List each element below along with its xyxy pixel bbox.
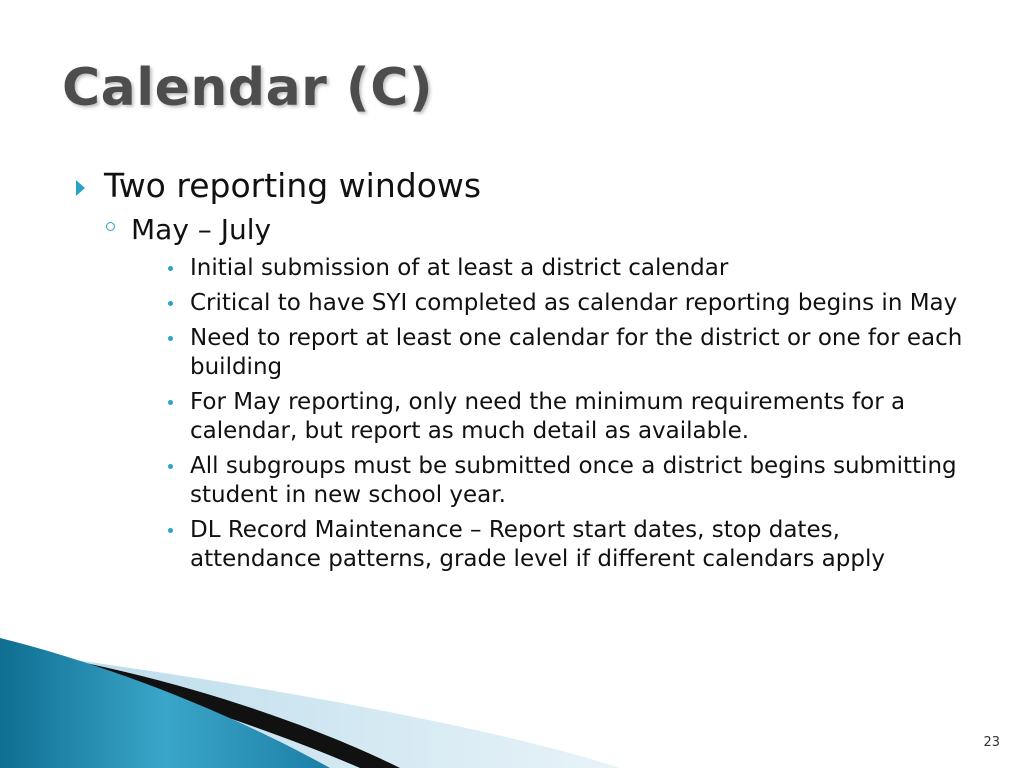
dot-icon — [168, 266, 173, 271]
bullet-level1: Two reporting windows — [104, 166, 482, 205]
dot-icon — [168, 400, 173, 405]
list-item — [165, 516, 965, 574]
list-item — [165, 388, 965, 446]
slide-title: Calendar (C) — [62, 58, 434, 118]
dot-icon — [168, 528, 173, 533]
decorative-wave-graphic — [0, 638, 1024, 768]
bullet-level2: May – July — [131, 213, 272, 246]
bullet-text: Critical to have SYI completed as calendar reporting begins in May — [190, 290, 958, 316]
bullet-text: Initial submission of at least a district calendar — [190, 255, 729, 281]
dot-icon — [168, 464, 173, 469]
sub-bullet-list — [165, 254, 965, 580]
list-item — [165, 452, 965, 510]
bullet-text: For May reporting, only need the minimum requirements for a calendar, but report as much detail as available. — [190, 389, 906, 444]
hollow-circle-icon — [106, 222, 115, 231]
dot-icon — [168, 301, 173, 306]
bullet-text: Need to report at least one calendar for the district or one for each building — [190, 325, 963, 380]
list-item — [165, 289, 965, 318]
dot-icon — [168, 336, 173, 341]
list-item — [165, 254, 965, 283]
page-number: 23 — [983, 735, 1000, 750]
bullet-text: All subgroups must be submitted once a district begins submitting student in new school year. — [190, 453, 957, 508]
list-item — [165, 324, 965, 382]
bullet-text: DL Record Maintenance – Report start dates, stop dates, attendance patterns, grade level if different calendars apply — [190, 517, 885, 572]
triangle-right-icon — [76, 180, 85, 196]
